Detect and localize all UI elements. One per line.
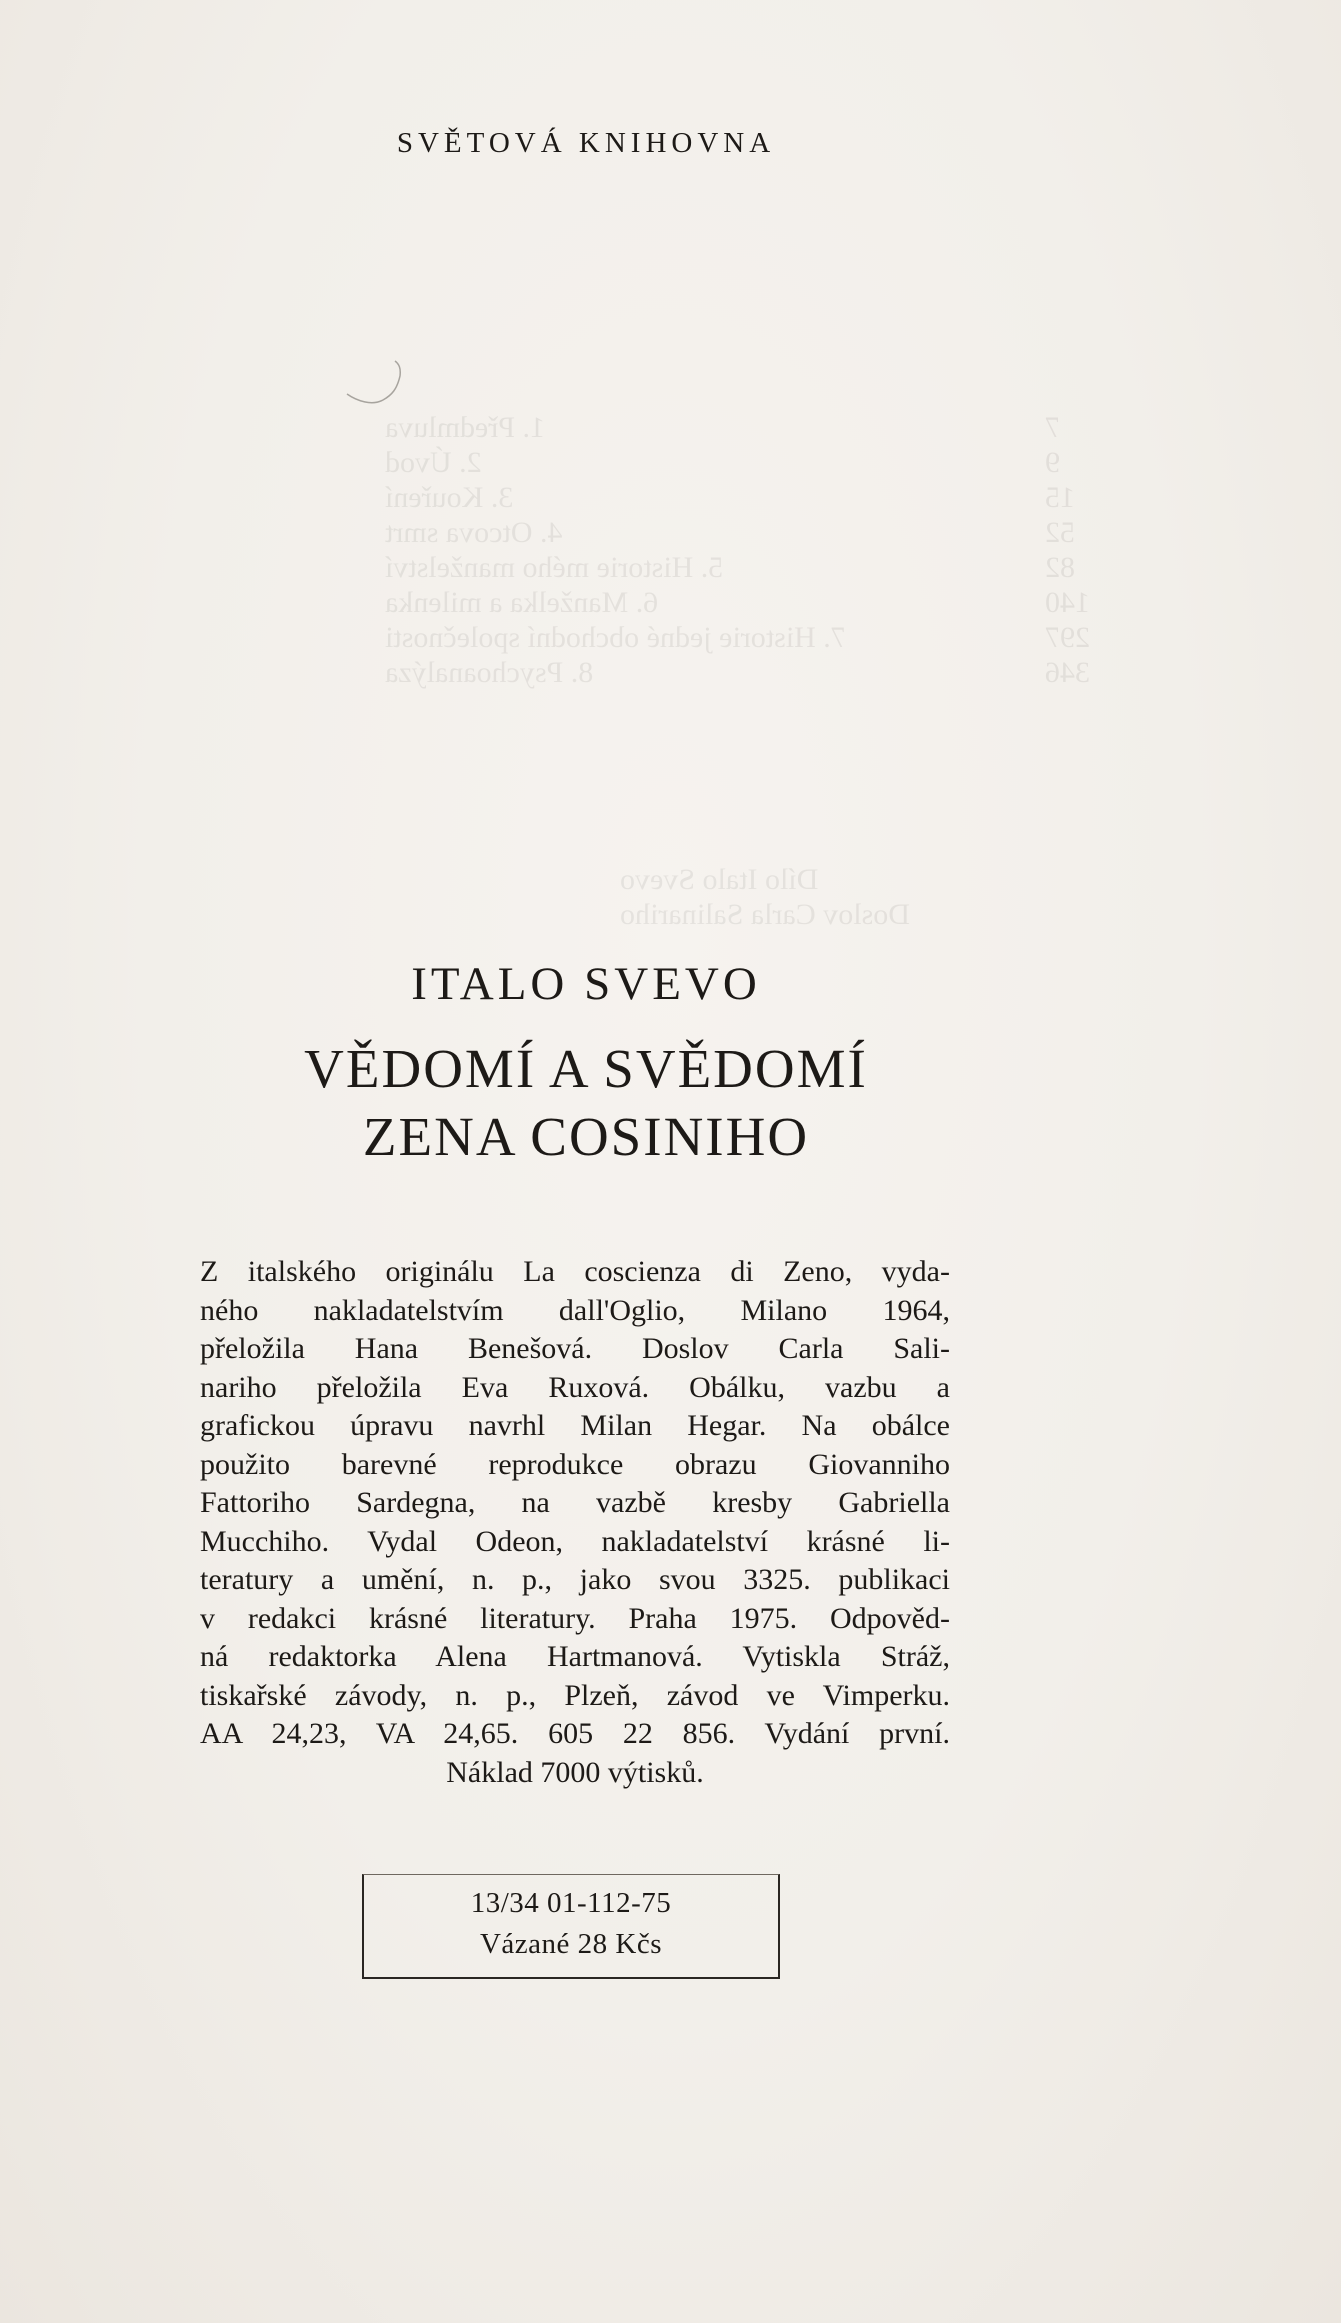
- imprint-line: Z italského originálu La coscienza di Zeno, vyda-: [200, 1255, 950, 1288]
- price: Vázané 28 Kčs: [479, 1928, 663, 1960]
- imprint-line: teratury a umění, n. p., jako svou 3325. publikaci: [200, 1563, 950, 1596]
- show-through-text: 1. Předmluva 2. Úvod 3. Kouření 4. Otcova smrt 5. Historie mého manželství 6. Manželka a milenka 7. Historie jedné obchodní společnosti 8. Psychoanalýza: [385, 411, 846, 689]
- imprint-line: přeložila Hana Benešová. Doslov Carla Sali-: [200, 1332, 950, 1365]
- catalog-codes: 13/34 01-112-75: [470, 1887, 672, 1919]
- imprint-line: ného nakladatelstvím dall'Oglio, Milano 1964,: [200, 1293, 950, 1327]
- imprint-line: v redakci krásné literatury. Praha 1975. Odpověd-: [200, 1601, 950, 1635]
- imprint-line: Náklad 7000 výtisků.: [446, 1755, 704, 1789]
- imprint-line: ná redaktorka Alena Hartmanová. Vytiskla Stráž,: [200, 1640, 950, 1673]
- imprint-line: AA 24,23, VA 24,65. 605 22 856. Vydání první.: [200, 1717, 950, 1750]
- imprint-line: Fattoriho Sardegna, na vazbě kresby Gabriella: [200, 1486, 950, 1519]
- pencil-mark: [333, 356, 423, 416]
- imprint-line: nariho přeložila Eva Ruxová. Obálku, vazbu a: [200, 1370, 950, 1404]
- book-title: [0, 1035, 1172, 1171]
- show-through-afterword: Dílo Italo Svevo Doslov Carla Salinariho: [620, 863, 910, 931]
- imprint-line: grafickou úpravu navrhl Milan Hegar. Na obálce: [200, 1409, 950, 1442]
- series-name: SVĚTOVÁ KNIHOVNA: [396, 127, 776, 159]
- imprint-text: [200, 1253, 950, 1792]
- title-line-2: ZENA COSINIHO: [362, 1106, 810, 1167]
- author-name: ITALO SVEVO: [411, 958, 761, 1010]
- show-through-page-numbers: 7 9 15 52 82 140 297 346: [1045, 411, 1090, 689]
- title-line-1: VĚDOMÍ A SVĚDOMÍ: [304, 1038, 868, 1099]
- price-box: [362, 1874, 780, 1979]
- imprint-line: tiskařské závody, n. p., Plzeň, závod ve Vimperku.: [200, 1678, 950, 1712]
- imprint-line: použito barevné reprodukce obrazu Giovanniho: [200, 1447, 950, 1481]
- imprint-line: Mucchiho. Vydal Odeon, nakladatelství krásné li-: [200, 1524, 950, 1558]
